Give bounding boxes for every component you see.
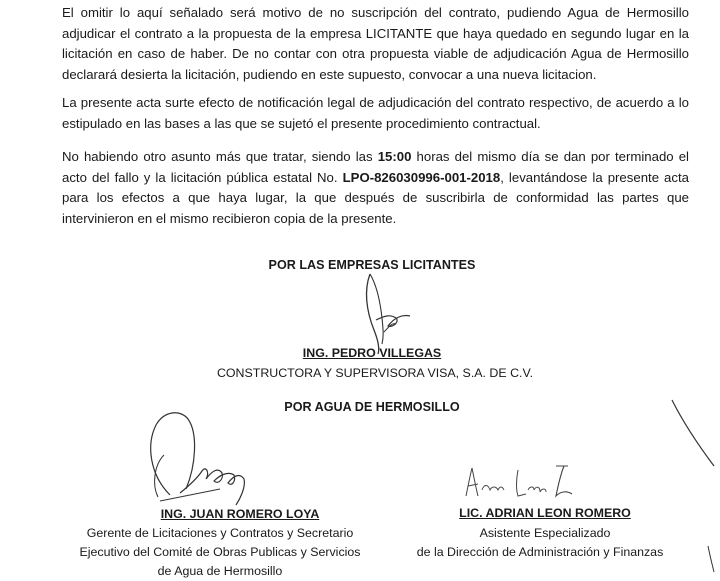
romero-title-line1: Gerente de Licitaciones y Contratos y Secretario [86,526,354,540]
heading-agua-hermosillo: POR AGUA DE HERMOSILLO [284,400,460,414]
villegas-name: ING. PEDRO VILLEGAS [302,346,442,360]
closing-time: 15:00 [377,149,412,164]
heading-empresas-licitantes: POR LAS EMPRESAS LICITANTES [268,258,476,272]
romero-title-line2: Ejecutivo del Comité de Obras Publicas y Servicios [79,545,361,559]
romero-signature-image [140,405,280,515]
closing-text-part1: No habiendo otro asunto más que tratar, siendo las [62,149,378,164]
paragraph-cierre [62,147,689,229]
villegas-company: CONSTRUCTORA Y SUPERVISORA VISA, S.A. DE C.V. [216,366,534,380]
paragraph-suscripcion: El omitir lo aquí señalado será motivo de no suscripción del contrato, pudiendo Agua de Hermosillo adjudicar el contrato a la propuesta de la empresa LICITANTE que haya quedado en segundo lugar en la licitación en caso de haber. De no contar con otra propuesta viable de adjudicación Agua de Hermosillo declarará desierta la licitación, pudiendo en este supuesto, convocar a una nueva licitacion. [62,5,689,82]
leon-title-line2: de la Dirección de Administración y Finanzas [416,545,664,559]
leon-signature-image [460,460,580,504]
closing-text-part2: horas del mismo día se dan por terminado el acto del fallo y la licitación pública estatal No. [62,149,689,185]
closing-text-part3: , levantándose la presente acta para los efectos a que haya lugar, la que después de suscribirla de conformidad las partes que intervinieron en el mismo recibieron copia de la presente. [62,169,689,226]
licitacion-number: LPO-826030996-001-2018 [342,169,501,185]
romero-name: ING. JUAN ROMERO LOYA [160,507,320,521]
leon-name: LIC. ADRIAN LEON ROMERO [459,506,631,520]
leon-title-line1: Asistente Especializado [479,526,611,540]
romero-title-line3: de Agua de Hermosillo [157,564,283,578]
pen-stroke-mark [668,396,718,576]
paragraph-notificacion: La presente acta surte efecto de notificación legal de adjudicación del contrato respectivo, de acuerdo a lo estipulado en las bases a las que se sujetó el presente procedimiento contractual. [62,95,689,131]
